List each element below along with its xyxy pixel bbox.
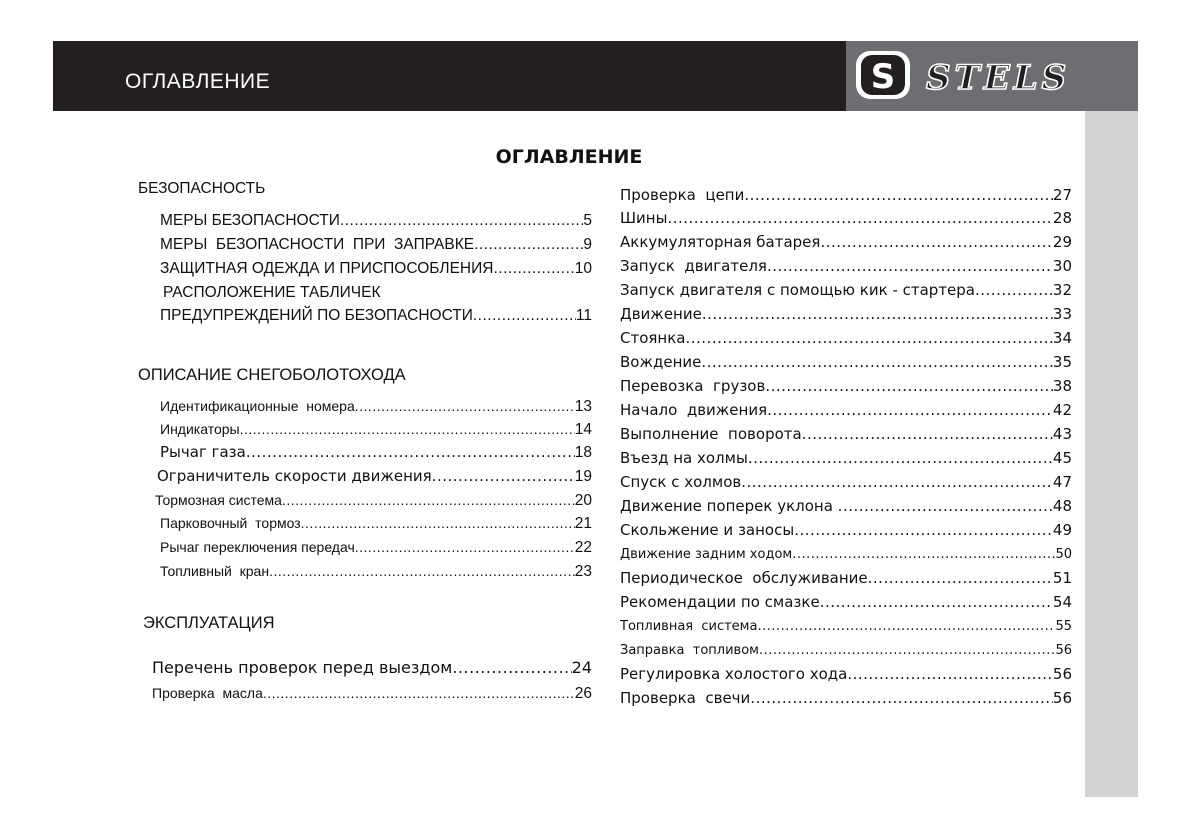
section-title-operation: ЭКСПЛУАТАЦИЯ [143,614,275,632]
toc-entry-page: 27 [1052,186,1072,204]
section-title-description: ОПИСАНИЕ СНЕГОБОЛОТОХОДА [138,366,406,384]
toc-entry-page: 51 [1052,569,1072,587]
toc-entry[interactable] [160,539,592,558]
toc-entry[interactable] [620,473,1072,491]
toc-entry-page: 50 [1055,547,1072,562]
toc-entry-label: Проверка цепи [620,186,745,204]
toc-entry[interactable] [620,665,1072,683]
toc-entry-label: Тормозная система [155,492,282,508]
toc-entry-label: Движение задним ходом [620,547,793,562]
toc-entry[interactable] [160,421,592,440]
toc-entry-page: 56 [1052,665,1072,683]
toc-entry-page: 55 [1055,619,1072,634]
toc-entry-label: Топливный кран [160,563,270,579]
toc-entry-page: 30 [1052,257,1072,275]
toc-entry-label: Заправка топливом [620,643,759,658]
toc-entry-label: Рычаг газа [160,443,246,461]
toc-entry-page: 48 [1052,497,1072,515]
toc-entry-label: Периодическое обслуживание [620,569,868,587]
toc-entry-label: Рычаг переключения передач [160,539,355,555]
toc-entry-label: ПРЕДУПРЕЖДЕНИЙ ПО БЕЗОПАСНОСТИ [160,307,473,324]
toc-entry-label: Регулировка холостого хода [620,665,848,683]
toc-entry[interactable] [620,186,1072,204]
toc-entry[interactable] [620,593,1072,611]
toc-entry-label: Скольжение и заносы [620,521,795,539]
toc-entry-page: 47 [1052,473,1072,491]
toc-entry[interactable] [620,305,1072,323]
toc-entry-label: Запуск двигателя [620,257,767,275]
toc-entry-label: Стоянка [620,329,686,347]
toc-entry-label: Индикаторы [160,421,240,437]
toc-entry-page: 11 [575,307,592,324]
toc-entry[interactable] [157,467,592,487]
toc-entry[interactable] [620,547,1072,563]
toc-entry-page: 14 [574,421,592,438]
toc-entry-page: 54 [1052,593,1072,611]
toc-entry-page: 56 [1055,643,1072,658]
toc-entry-page: 23 [574,563,592,580]
toc-entry-label: Проверка свечи [620,689,751,707]
toc-entry-page: 10 [574,260,592,277]
toc-entry[interactable] [160,212,592,231]
toc-entry[interactable] [620,209,1072,227]
toc-entry-label: Проверка масла [152,685,263,701]
toc-entry-page: 22 [574,539,592,556]
toc-entry-label: Перечень проверок перед выездом [152,658,453,677]
toc-entry[interactable] [155,492,592,511]
toc-entry[interactable] [620,449,1072,467]
toc-entry[interactable] [620,377,1072,395]
toc-entry-label: Начало движения [620,401,768,419]
toc-entry-page: 34 [1052,329,1072,347]
toc-heading: ОГЛАВЛЕНИЕ [495,146,643,168]
toc-entry-page: 43 [1052,425,1072,443]
toc-entry-label: Парковочный тормоз [160,515,301,531]
toc-entry-label: Идентификационные номера [160,398,355,414]
header-title: ОГЛАВЛЕНИЕ [125,70,271,93]
s-logo-icon [854,49,1130,103]
toc-entry-page: 38 [1052,377,1072,395]
toc-entry-label: Движение поперек уклона [620,497,838,515]
toc-entry-page: 32 [1052,281,1072,299]
toc-entry[interactable] [620,521,1072,539]
toc-entry-page: 29 [1052,233,1072,251]
toc-entry-label: Спуск с холмов [620,473,742,491]
toc-entry-label: МЕРЫ БЕЗОПАСНОСТИ ПРИ ЗАПРАВКЕ [160,236,475,253]
toc-entry[interactable] [152,685,592,704]
toc-entry-page: 9 [583,236,592,253]
toc-entry-page: 18 [574,444,592,461]
toc-entry-page: 42 [1052,401,1072,419]
toc-entry[interactable] [620,619,1072,635]
toc-entry-page: 49 [1052,521,1072,539]
toc-entry[interactable] [152,658,592,677]
toc-entry[interactable] [620,689,1072,707]
toc-entry[interactable] [620,233,1072,251]
toc-entry-label: Шины [620,209,668,227]
toc-entry-label: Топливная система [620,619,758,634]
toc-entry[interactable] [620,569,1072,587]
toc-entry-label: РАСПОЛОЖЕНИЕ ТАБЛИЧЕК [163,284,381,301]
toc-entry-page: 35 [1052,353,1072,371]
toc-entry-label: Выполнение поворота [620,425,802,443]
toc-entry-page: 19 [574,468,592,485]
toc-entry-label: Аккумуляторная батарея [620,233,821,251]
brand-logo [846,41,1138,111]
toc-entry-label: Въезд на холмы [620,449,748,467]
toc-entry-label: Ограничитель скорости движения [157,467,432,485]
logo-wordmark: STELS [926,58,1071,98]
toc-entry[interactable] [620,497,1072,515]
toc-entry-label: Движение [620,305,702,323]
toc-entry-page: 13 [574,398,592,415]
toc-entry-page: 24 [571,658,592,677]
header-bar [53,41,1138,111]
toc-entry-page: 20 [574,492,592,509]
toc-entry[interactable] [620,329,1072,347]
toc-entry[interactable] [620,425,1072,443]
toc-entry[interactable] [620,281,1072,299]
toc-entry[interactable] [160,307,592,326]
toc-entry-label: ЗАЩИТНАЯ ОДЕЖДА И ПРИСПОСОБЛЕНИЯ [160,260,494,277]
toc-entry-label: Вождение [620,353,702,371]
toc-entry[interactable] [620,643,1072,659]
toc-entry-page: 5 [583,212,592,229]
toc-entry-page: 45 [1052,449,1072,467]
toc-entry-label: Рекомендации по смазке [620,593,820,611]
section-title-safety: БЕЗОПАСНОСТЬ [138,180,266,197]
toc-entry-label: Запуск двигателя с помощью кик - стартера [620,281,975,299]
toc-entry[interactable] [160,260,592,279]
toc-entry[interactable] [620,401,1072,419]
toc-entry[interactable] [160,443,592,463]
svg-text:S: S [870,57,896,97]
toc-entry-label: МЕРЫ БЕЗОПАСНОСТИ [160,212,340,229]
toc-entry-page: 21 [574,515,592,532]
toc-entry[interactable] [160,398,592,417]
toc-entry-page: 33 [1052,305,1072,323]
toc-entry[interactable] [160,563,592,582]
toc-entry-page: 56 [1052,689,1072,707]
toc-entry[interactable] [620,257,1072,275]
toc-entry-page: 26 [574,685,592,702]
toc-entry-label: Перевозка грузов [620,377,766,395]
toc-entry-page: 28 [1052,209,1072,227]
side-strip [1085,111,1138,797]
toc-entry[interactable] [620,353,1072,371]
toc-entry[interactable] [160,515,592,534]
toc-entry[interactable] [160,236,592,255]
